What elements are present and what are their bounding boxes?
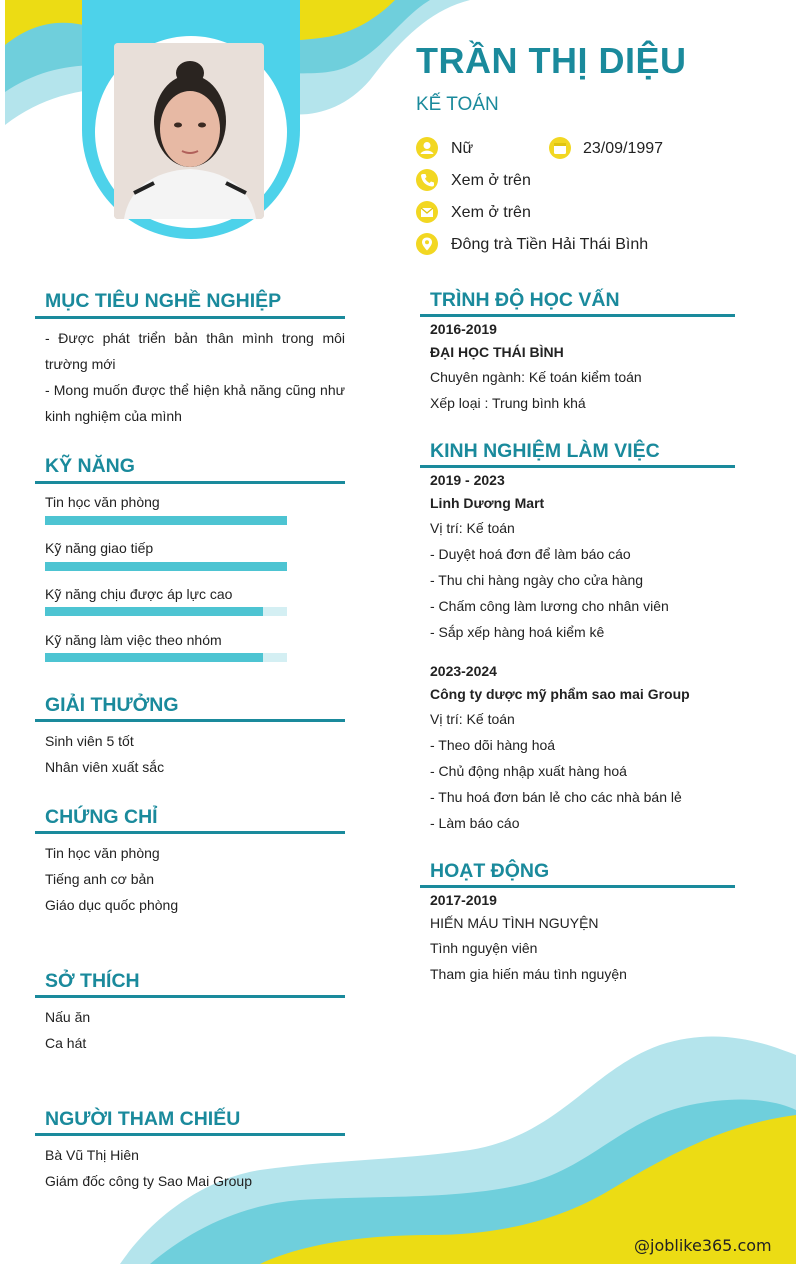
skill-bar-fill — [45, 607, 263, 616]
hobby-item: Nấu ăn — [45, 1009, 91, 1025]
career-goal-title: MỤC TIÊU NGHỀ NGHIỆP — [45, 290, 282, 312]
hobby-item: Ca hát — [45, 1035, 87, 1051]
job-period: 2019 - 2023 — [430, 472, 505, 488]
career-goal-rule — [35, 316, 345, 319]
activity-detail: Tình nguyện viên — [430, 940, 538, 956]
hobbies-rule — [35, 995, 345, 998]
address-value: Đông trà Tiền Hải Thái Bình — [451, 236, 649, 253]
birthdate-value: 23/09/1997 — [583, 140, 664, 157]
location-pin-icon — [416, 233, 438, 255]
experience-rule — [420, 465, 735, 468]
candidate-name: TRẦN THỊ DIỆU — [416, 40, 687, 81]
certificate-item: Giáo dục quốc phòng — [45, 897, 179, 913]
references-title: NGƯỜI THAM CHIẾU — [45, 1108, 241, 1130]
skill-bar-fill — [45, 653, 263, 662]
awards-rule — [35, 719, 345, 722]
reference-item: Bà Vũ Thị Hiên — [45, 1147, 139, 1163]
career-goal-line-2: - Mong muốn được thể hiện khả năng cũng như kinh nghiệm của mình — [45, 382, 345, 424]
calendar-icon — [549, 137, 571, 159]
skill-label: Tin học văn phòng — [45, 494, 160, 510]
reference-item: Giám đốc công ty Sao Mai Group — [45, 1173, 252, 1189]
references-rule — [35, 1133, 345, 1136]
job-detail: - Thu hoá đơn bán lẻ cho các nhà bán lẻ — [430, 789, 682, 805]
experience-title: KINH NGHIỆM LÀM VIỆC — [430, 440, 660, 462]
activity-detail: Tham gia hiến máu tình nguyện — [430, 966, 627, 982]
award-item: Sinh viên 5 tốt — [45, 733, 134, 749]
job-period: 2023-2024 — [430, 663, 497, 679]
job-company: Linh Dương Mart — [430, 495, 545, 511]
activity-period: 2017-2019 — [430, 892, 497, 908]
job-detail: - Làm báo cáo — [430, 815, 520, 831]
activity-name: HIẾN MÁU TÌNH NGUYỆN — [430, 915, 599, 931]
skill-label: Kỹ năng giao tiếp — [45, 540, 154, 556]
certificate-item: Tiếng anh cơ bản — [45, 871, 155, 887]
skill-bar — [45, 516, 287, 525]
skill-bar-fill — [45, 516, 287, 525]
skills-title: KỸ NĂNG — [45, 455, 135, 477]
skill-bar-fill — [45, 562, 287, 571]
job-company: Công ty dược mỹ phẩm sao mai Group — [430, 686, 690, 702]
email-value: Xem ở trên — [451, 204, 531, 221]
skill-label: Kỹ năng chịu được áp lực cao — [45, 586, 233, 602]
job-detail: - Sắp xếp hàng hoá kiểm kê — [430, 624, 605, 640]
mail-icon — [416, 201, 438, 223]
certificates-title: CHỨNG CHỈ — [45, 806, 158, 828]
profile-photo — [114, 43, 264, 219]
skill-label: Kỹ năng làm việc theo nhóm — [45, 632, 222, 648]
education-rank: Xếp loại : Trung bình khá — [430, 395, 586, 411]
phone-icon — [416, 169, 438, 191]
job-detail: - Theo dõi hàng hoá — [430, 737, 556, 753]
skill-bar — [45, 562, 287, 571]
job-detail: - Chấm công làm lương cho nhân viên — [430, 598, 669, 614]
activities-rule — [420, 885, 735, 888]
career-goal-line-1: - Được phát triển bản thân mình trong môi trường mới — [45, 330, 345, 372]
certificate-item: Tin học văn phòng — [45, 845, 160, 861]
job-detail: - Duyệt hoá đơn để làm báo cáo — [430, 546, 631, 562]
skill-bar — [45, 607, 287, 616]
hobbies-title: SỞ THÍCH — [45, 970, 140, 992]
job-detail: Vị trí: Kế toán — [430, 520, 515, 536]
awards-title: GIẢI THƯỞNG — [45, 694, 179, 716]
skill-bar — [45, 653, 287, 662]
activities-title: HOẠT ĐỘNG — [430, 860, 550, 882]
education-period: 2016-2019 — [430, 321, 497, 337]
education-major: Chuyên ngành: Kế toán kiểm toán — [430, 369, 642, 385]
education-school: ĐẠI HỌC THÁI BÌNH — [430, 344, 564, 360]
education-rule — [420, 314, 735, 317]
education-title: TRÌNH ĐỘ HỌC VẤN — [430, 289, 620, 311]
portrait-icon — [114, 43, 264, 219]
job-detail: - Chủ động nhập xuất hàng hoá — [430, 763, 627, 779]
gender-value: Nữ — [451, 140, 474, 157]
job-title: KẾ TOÁN — [416, 94, 499, 115]
certificates-rule — [35, 831, 345, 834]
skills-rule — [35, 481, 345, 484]
phone-value: Xem ở trên — [451, 172, 531, 189]
watermark: @joblike365.com — [634, 1236, 772, 1255]
job-detail: Vị trí: Kế toán — [430, 711, 515, 727]
job-detail: - Thu chi hàng ngày cho cửa hàng — [430, 572, 644, 588]
award-item: Nhân viên xuất sắc — [45, 759, 165, 775]
user-icon — [416, 137, 438, 159]
